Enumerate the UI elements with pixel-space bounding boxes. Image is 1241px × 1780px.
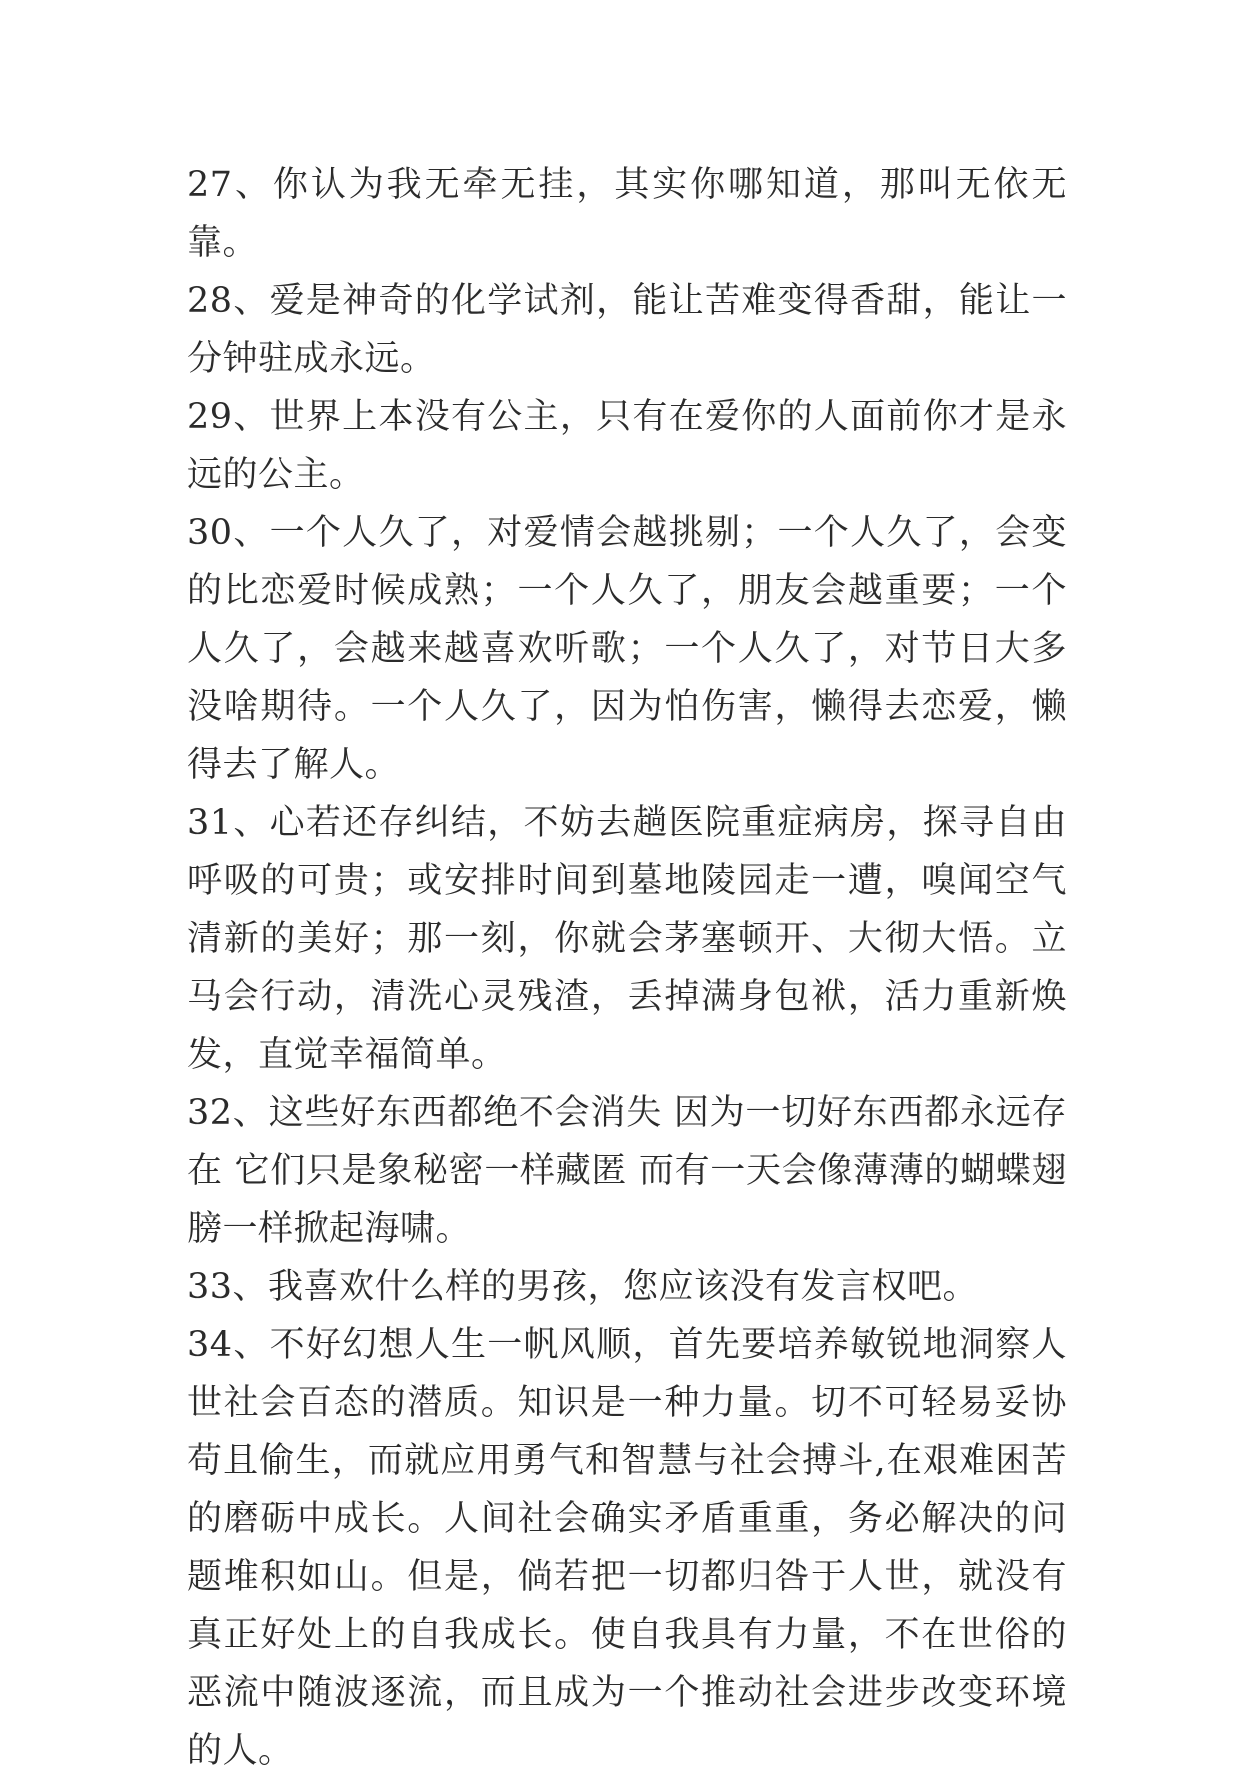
paragraph-31: 31、心若还存纠结，不妨去趟医院重症病房，探寻自由呼吸的可贵；或安排时间到墓地陵园走一遭，嗅闻空气清新的美好；那一刻，你就会茅塞顿开、大彻大悟。立马会行动，清洗心灵残渣，丢掉满身包袱，活力重新焕发，直觉幸福简单。 (187, 803, 1067, 1075)
paragraph-29: 29、世界上本没有公主，只有在爱你的人面前你才是永远的公主。 (187, 397, 1067, 495)
paragraph-28: 28、爱是神奇的化学试剂，能让苦难变得香甜，能让一分钟驻成永远。 (187, 281, 1067, 379)
paragraph-32: 32、这些好东西都绝不会消失 因为一切好东西都永远存在 它们只是象秘密一样藏匿 而有一天会像薄薄的蝴蝶翅膀一样掀起海啸。 (187, 1093, 1067, 1249)
document-body (187, 156, 1067, 1780)
paragraph-34: 34、不好幻想人生一帆风顺，首先要培养敏锐地洞察人世社会百态的潜质。知识是一种力量。切不可轻易妥协苟且偷生，而就应用勇气和智慧与社会搏斗,在艰难困苦的磨砺中成长。人间社会确实矛盾重重，务必解决的问题堆积如山。但是，倘若把一切都归咎于人世，就没有真正好处上的自我成长。使自我具有力量，不在世俗的恶流中随波逐流，而且成为一个推动社会进步改变环境的人。 (187, 1325, 1067, 1771)
paragraph-27: 27、你认为我无牵无挂，其实你哪知道，那叫无依无靠。 (187, 165, 1067, 263)
paragraph-33: 33、我喜欢什么样的男孩，您应该没有发言权吧。 (187, 1267, 979, 1307)
paragraph-30: 30、一个人久了，对爱情会越挑剔；一个人久了，会变的比恋爱时候成熟；一个人久了，朋友会越重要；一个人久了，会越来越喜欢听歌；一个人久了，对节日大多没啥期待。一个人久了，因为怕伤害，懒得去恋爱，懒得去了解人。 (187, 513, 1067, 785)
